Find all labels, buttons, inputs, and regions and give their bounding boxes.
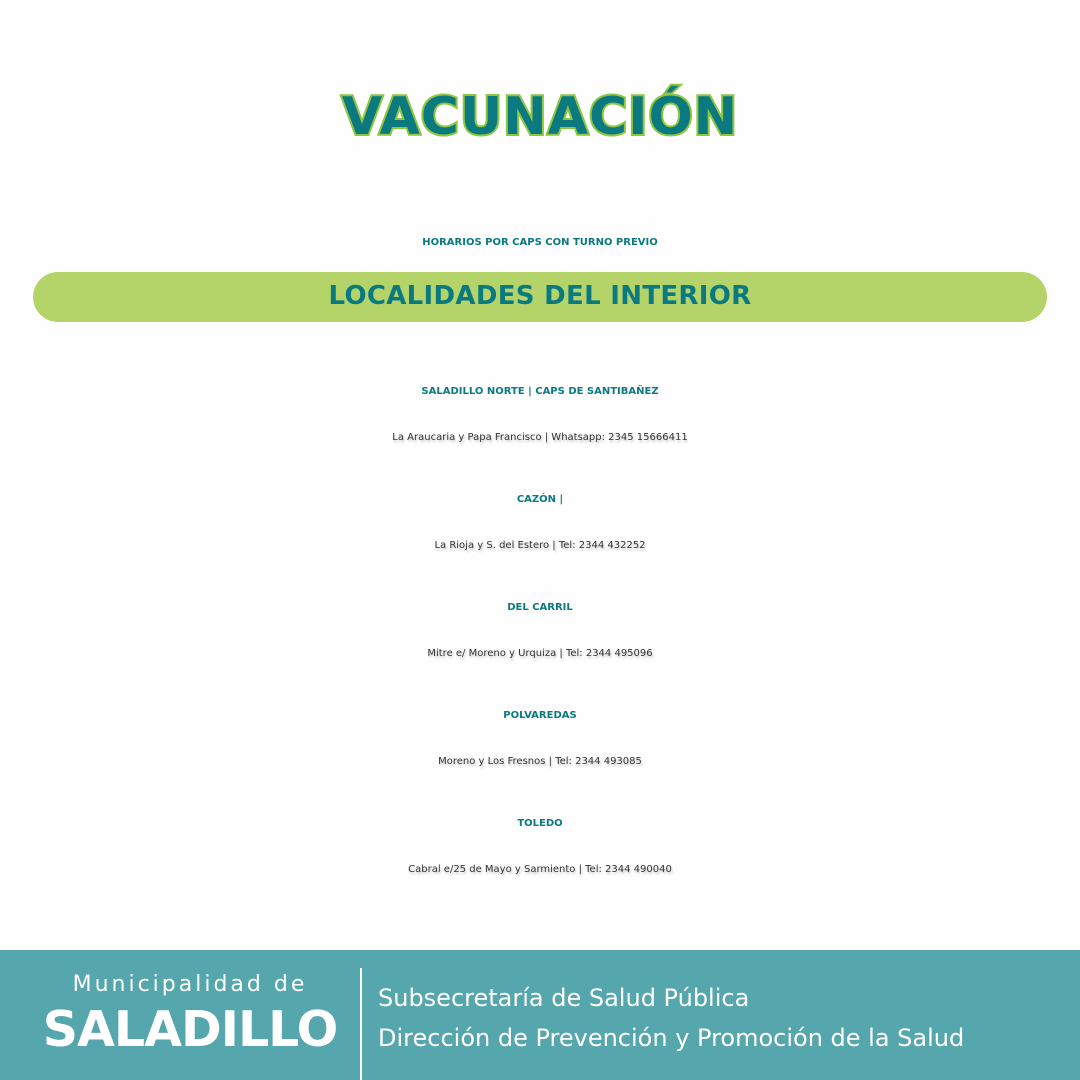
locations-list [0, 366, 1080, 890]
location-name: TOLEDO [517, 818, 563, 829]
location-detail: La Araucaria y Papa Francisco | Whatsapp: 2345 15666411 [392, 432, 688, 443]
section-banner-label: LOCALIDADES DEL INTERIOR [328, 281, 752, 311]
department-line-1: Subsecretaría de Salud Pública [378, 984, 750, 1012]
location-item [0, 582, 1080, 674]
logo-big-text: SALADILLO [42, 1001, 338, 1058]
location-name: DEL CARRIL [507, 602, 573, 613]
logo-small-text: Municipalidad de [72, 972, 308, 997]
location-item [0, 690, 1080, 782]
location-detail: La Rioja y S. del Estero | Tel: 2344 432252 [434, 540, 646, 551]
department-line-2: Dirección de Prevención y Promoción de la Salud [378, 1024, 965, 1052]
location-name: POLVAREDAS [503, 710, 577, 721]
location-name: SALADILLO NORTE | CAPS DE SANTIBAÑEZ [421, 386, 659, 397]
footer-department [378, 978, 964, 1058]
section-banner [33, 272, 1047, 322]
page-title: VACUNACIÓN [341, 87, 739, 147]
location-detail: Cabral e/25 de Mayo y Sarmiento | Tel: 2344 490040 [408, 864, 672, 875]
location-detail: Moreno y Los Fresnos | Tel: 2344 493085 [438, 756, 642, 767]
footer-divider [360, 968, 362, 1080]
municipality-logo [40, 970, 340, 1060]
page-subtitle: HORARIOS POR CAPS CON TURNO PREVIO [422, 237, 658, 248]
location-name: CAZÓN | [516, 494, 564, 505]
location-item [0, 366, 1080, 458]
footer-bar [0, 950, 1080, 1080]
location-detail: Mitre e/ Moreno y Urquiza | Tel: 2344 495096 [427, 648, 653, 659]
location-item [0, 798, 1080, 890]
location-item [0, 474, 1080, 566]
